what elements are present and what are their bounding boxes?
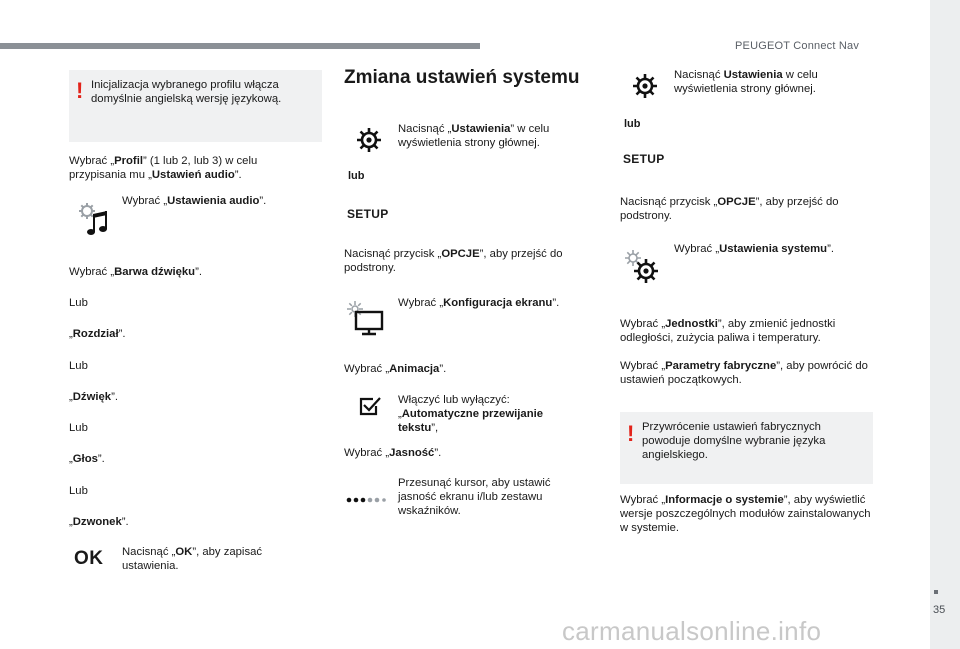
press-settings-text: Nacisnąć Ustawienia w celu wyświetlenia strony głównej. [674, 69, 818, 95]
brightness-slider-icon [346, 495, 386, 505]
or-label: Lub [69, 485, 88, 497]
toggle-auto-scroll-text: Włączyć lub wyłączyć: „Automatyczne przewijanie tekstu”, [398, 394, 544, 434]
audio-settings-icon [76, 200, 112, 238]
select-animation: Wybrać „Animacja”. [344, 363, 447, 375]
or-label: lub [624, 118, 641, 130]
select-screen-config: Wybrać „Konfiguracja ekranu”. [398, 297, 560, 309]
setup-button-icon: SETUP [347, 207, 389, 221]
select-system-settings: Wybrać „Ustawienia systemu”. [674, 243, 834, 255]
or-label: lub [348, 170, 365, 182]
select-units: Wybrać „Jednostki”, aby zmienić jednostki odległości, zużycia paliwa i temperatury. [620, 318, 836, 344]
gear-icon [631, 72, 659, 100]
gear-icon [355, 126, 383, 154]
press-options-text: Nacisnąć przycisk „OPCJE”, aby przejść do podstrony. [344, 248, 563, 274]
slider-instruction-text: Przesunąć kursor, aby ustawić jasność ekranu i/lub zestawu wskaźników. [398, 477, 551, 517]
option-sound: „Dźwięk”. [69, 391, 118, 403]
select-system-info: Wybrać „Informacje o systemie”, aby wyświetlić wersje poszczególnych modułów zainstalowanych w systemie. [620, 494, 871, 534]
warning-icon: ! [76, 78, 84, 103]
option-voice: „Głos”. [69, 453, 105, 465]
checkbox-icon [359, 396, 381, 416]
page-number: 35 [933, 604, 946, 616]
header-bar [0, 43, 480, 49]
warning-icon: ! [627, 421, 635, 446]
header-title: PEUGEOT Connect Nav [735, 40, 860, 52]
press-options-text: Nacisnąć przycisk „OPCJE”, aby przejść do podstrony. [620, 196, 839, 222]
select-tone: Wybrać „Barwa dźwięku”. [69, 266, 202, 278]
or-label: Lub [69, 297, 88, 309]
page-edge-strip [930, 0, 960, 649]
select-audio-settings: Wybrać „Ustawienia audio”. [122, 195, 267, 207]
select-factory-settings: Wybrać „Parametry fabryczne”, aby powrócić do ustawień początkowych. [620, 360, 868, 386]
watermark: carmanualsonline.info [562, 616, 822, 646]
press-settings-text: Nacisnąć „Ustawienia” w celu wyświetlenia strony głównej. [398, 123, 550, 149]
ok-icon: OK [74, 548, 104, 569]
press-ok-text: Nacisnąć „OK”, aby zapisać ustawienia. [122, 546, 263, 572]
option-distribution: „Rozdział”. [69, 328, 126, 340]
or-label: Lub [69, 422, 88, 434]
or-label: Lub [69, 360, 88, 372]
setup-button-icon: SETUP [623, 152, 665, 166]
warning-text-profile: Inicjalizacja wybranego profilu włącza domyślnie angielską wersję językową. [91, 79, 282, 105]
screen-settings-icon [344, 298, 386, 336]
section-title: Zmiana ustawień systemu [344, 67, 580, 88]
paragraph-profile: Wybrać „Profil” (1 lub 2, lub 3) w celu przypisania mu „Ustawień audio”. [69, 155, 258, 181]
select-brightness: Wybrać „Jasność”. [344, 447, 442, 459]
warning-text-factory: Przywrócenie ustawień fabrycznych powoduje domyślne wybranie języka angielskiego. [642, 421, 826, 461]
option-ringtone: „Dzwonek”. [69, 516, 129, 528]
page-marker [934, 590, 938, 594]
system-settings-icon [622, 247, 662, 287]
